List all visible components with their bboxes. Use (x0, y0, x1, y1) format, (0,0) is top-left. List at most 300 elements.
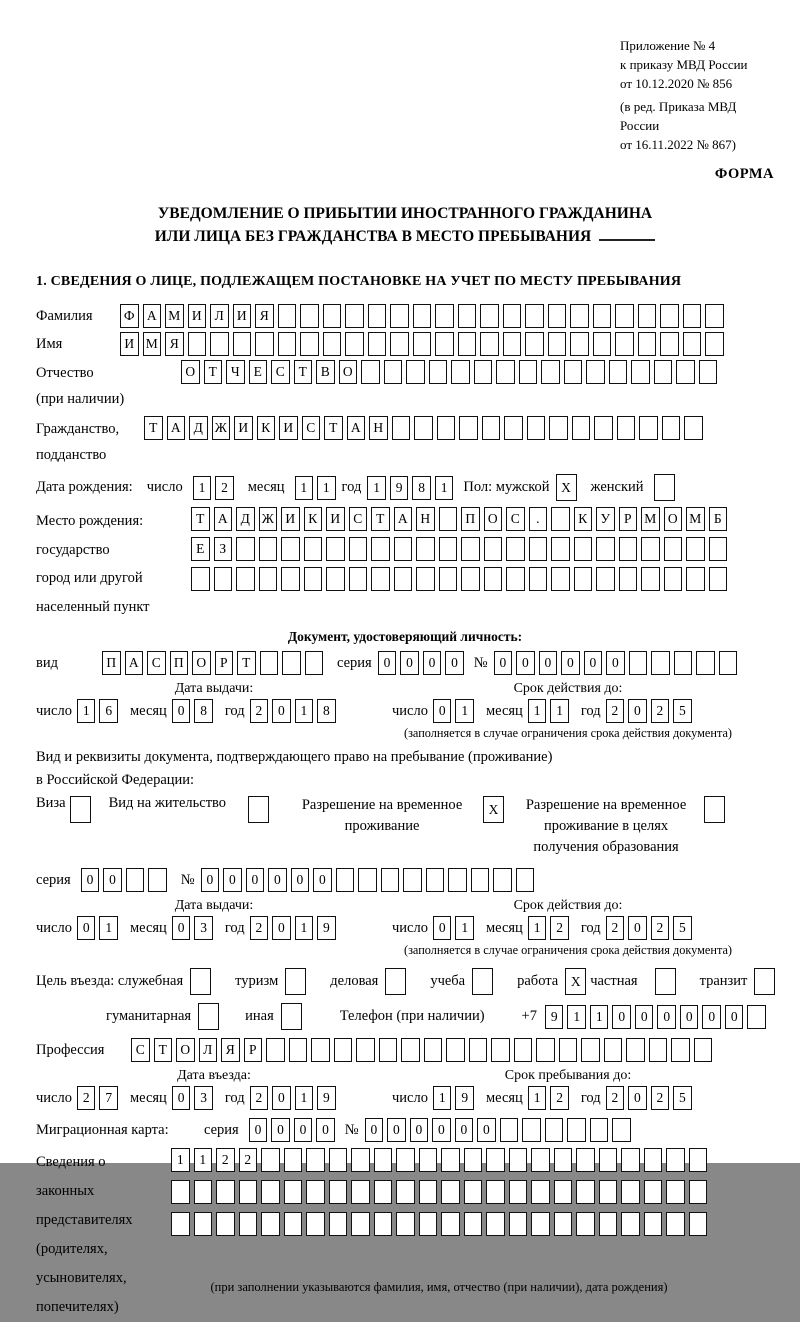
char-cell[interactable] (266, 1038, 285, 1062)
char-cell[interactable]: 0 (516, 651, 535, 675)
char-cell[interactable] (259, 537, 278, 561)
char-cell[interactable]: 1 (433, 1086, 452, 1110)
char-cell[interactable] (660, 304, 679, 328)
char-cell[interactable]: Е (249, 360, 268, 384)
char-cell[interactable] (581, 1038, 600, 1062)
char-cell[interactable] (564, 360, 583, 384)
char-cell[interactable] (666, 1148, 685, 1172)
char-cell[interactable] (194, 1180, 213, 1204)
char-cell[interactable] (198, 1003, 219, 1030)
char-cell[interactable] (572, 416, 591, 440)
char-cell[interactable] (570, 304, 589, 328)
char-cell[interactable]: 0 (316, 1118, 335, 1142)
char-cell[interactable] (191, 567, 210, 591)
char-cell[interactable]: Д (236, 507, 255, 531)
char-cell[interactable] (459, 416, 478, 440)
char-cell[interactable] (458, 304, 477, 328)
char-cell[interactable] (559, 1038, 578, 1062)
char-cell[interactable] (574, 537, 593, 561)
char-cell[interactable]: 0 (455, 1118, 474, 1142)
char-cell[interactable]: 0 (657, 1005, 676, 1029)
char-cell[interactable] (236, 567, 255, 591)
char-cell[interactable] (358, 868, 377, 892)
char-cell[interactable]: 0 (612, 1005, 631, 1029)
char-cell[interactable]: 0 (445, 651, 464, 675)
char-cell[interactable] (486, 1180, 505, 1204)
char-cell[interactable] (644, 1180, 663, 1204)
char-cell[interactable]: И (233, 304, 252, 328)
char-cell[interactable] (461, 567, 480, 591)
char-cell[interactable]: А (214, 507, 233, 531)
char-cell[interactable] (638, 332, 657, 356)
char-cell[interactable] (329, 1180, 348, 1204)
char-cell[interactable] (529, 537, 548, 561)
char-cell[interactable] (662, 416, 681, 440)
char-cell[interactable] (594, 416, 613, 440)
char-cell[interactable]: Н (416, 507, 435, 531)
char-cell[interactable] (754, 968, 775, 995)
char-cell[interactable] (504, 416, 523, 440)
char-cell[interactable] (261, 1148, 280, 1172)
char-cell[interactable]: Р (215, 651, 234, 675)
char-cell[interactable] (567, 1118, 586, 1142)
char-cell[interactable] (551, 537, 570, 561)
char-cell[interactable] (392, 416, 411, 440)
char-cell[interactable] (424, 1038, 443, 1062)
char-cell[interactable] (413, 304, 432, 328)
char-cell[interactable]: 1 (193, 476, 212, 500)
char-cell[interactable] (576, 1180, 595, 1204)
char-cell[interactable]: X (565, 968, 586, 995)
char-cell[interactable]: 0 (433, 916, 452, 940)
char-cell[interactable]: 0 (584, 651, 603, 675)
char-cell[interactable]: С (147, 651, 166, 675)
char-cell[interactable]: 1 (295, 699, 314, 723)
char-cell[interactable] (214, 567, 233, 591)
char-cell[interactable]: 0 (477, 1118, 496, 1142)
char-cell[interactable]: 8 (317, 699, 336, 723)
char-cell[interactable] (403, 868, 422, 892)
char-cell[interactable] (514, 1038, 533, 1062)
char-cell[interactable] (300, 332, 319, 356)
char-cell[interactable] (644, 1212, 663, 1236)
char-cell[interactable] (689, 1212, 708, 1236)
char-cell[interactable] (570, 332, 589, 356)
char-cell[interactable] (683, 304, 702, 328)
char-cell[interactable]: 0 (272, 916, 291, 940)
char-cell[interactable]: 0 (268, 868, 287, 892)
char-cell[interactable] (545, 1118, 564, 1142)
char-cell[interactable] (326, 537, 345, 561)
char-cell[interactable] (525, 332, 544, 356)
char-cell[interactable] (304, 567, 323, 591)
char-cell[interactable] (396, 1212, 415, 1236)
char-cell[interactable] (664, 567, 683, 591)
char-cell[interactable] (576, 1148, 595, 1172)
char-cell[interactable] (705, 304, 724, 328)
char-cell[interactable]: А (167, 416, 186, 440)
char-cell[interactable] (435, 332, 454, 356)
char-cell[interactable] (345, 332, 364, 356)
char-cell[interactable]: 1 (194, 1148, 213, 1172)
char-cell[interactable] (441, 1212, 460, 1236)
char-cell[interactable] (641, 567, 660, 591)
char-cell[interactable] (509, 1148, 528, 1172)
char-cell[interactable] (171, 1212, 190, 1236)
char-cell[interactable] (654, 360, 673, 384)
char-cell[interactable]: 2 (651, 916, 670, 940)
char-cell[interactable] (655, 968, 676, 995)
char-cell[interactable] (599, 1180, 618, 1204)
char-cell[interactable] (617, 416, 636, 440)
char-cell[interactable] (371, 537, 390, 561)
char-cell[interactable] (621, 1148, 640, 1172)
char-cell[interactable]: М (686, 507, 705, 531)
char-cell[interactable] (441, 1180, 460, 1204)
char-cell[interactable] (509, 1180, 528, 1204)
char-cell[interactable]: А (394, 507, 413, 531)
char-cell[interactable]: 1 (435, 476, 454, 500)
char-cell[interactable] (210, 332, 229, 356)
char-cell[interactable] (390, 332, 409, 356)
char-cell[interactable] (323, 332, 342, 356)
char-cell[interactable] (664, 537, 683, 561)
char-cell[interactable] (641, 537, 660, 561)
char-cell[interactable]: 0 (387, 1118, 406, 1142)
char-cell[interactable] (446, 1038, 465, 1062)
char-cell[interactable] (496, 360, 515, 384)
char-cell[interactable] (394, 567, 413, 591)
char-cell[interactable] (351, 1180, 370, 1204)
char-cell[interactable] (527, 416, 546, 440)
char-cell[interactable] (554, 1148, 573, 1172)
char-cell[interactable]: 5 (673, 916, 692, 940)
char-cell[interactable] (704, 796, 725, 823)
char-cell[interactable]: 9 (317, 1086, 336, 1110)
char-cell[interactable] (554, 1180, 573, 1204)
char-cell[interactable]: М (143, 332, 162, 356)
char-cell[interactable] (621, 1212, 640, 1236)
char-cell[interactable]: У (596, 507, 615, 531)
char-cell[interactable]: О (484, 507, 503, 531)
char-cell[interactable] (471, 868, 490, 892)
char-cell[interactable]: 5 (673, 699, 692, 723)
char-cell[interactable] (281, 537, 300, 561)
char-cell[interactable]: 0 (294, 1118, 313, 1142)
char-cell[interactable] (639, 416, 658, 440)
char-cell[interactable]: X (483, 796, 504, 823)
char-cell[interactable]: 1 (295, 476, 314, 500)
char-cell[interactable]: Р (619, 507, 638, 531)
char-cell[interactable]: О (181, 360, 200, 384)
char-cell[interactable]: П (102, 651, 121, 675)
char-cell[interactable] (684, 416, 703, 440)
char-cell[interactable] (686, 537, 705, 561)
char-cell[interactable] (70, 796, 91, 823)
char-cell[interactable]: 1 (550, 699, 569, 723)
char-cell[interactable] (480, 332, 499, 356)
char-cell[interactable] (441, 1148, 460, 1172)
char-cell[interactable] (464, 1180, 483, 1204)
char-cell[interactable] (439, 567, 458, 591)
char-cell[interactable] (349, 567, 368, 591)
char-cell[interactable] (281, 1003, 302, 1030)
char-cell[interactable]: 0 (628, 699, 647, 723)
char-cell[interactable]: 0 (628, 916, 647, 940)
char-cell[interactable]: С (271, 360, 290, 384)
char-cell[interactable] (516, 868, 535, 892)
char-cell[interactable]: 0 (365, 1118, 384, 1142)
char-cell[interactable]: 0 (272, 1086, 291, 1110)
char-cell[interactable] (484, 567, 503, 591)
char-cell[interactable] (548, 332, 567, 356)
char-cell[interactable] (541, 360, 560, 384)
char-cell[interactable] (356, 1038, 375, 1062)
char-cell[interactable] (686, 567, 705, 591)
char-cell[interactable] (522, 1118, 541, 1142)
char-cell[interactable] (615, 332, 634, 356)
char-cell[interactable]: Ф (120, 304, 139, 328)
char-cell[interactable]: Т (154, 1038, 173, 1062)
char-cell[interactable]: О (664, 507, 683, 531)
char-cell[interactable] (390, 304, 409, 328)
char-cell[interactable]: 0 (410, 1118, 429, 1142)
char-cell[interactable] (385, 968, 406, 995)
char-cell[interactable] (374, 1148, 393, 1172)
char-cell[interactable]: 2 (606, 699, 625, 723)
char-cell[interactable] (306, 1212, 325, 1236)
char-cell[interactable] (747, 1005, 766, 1029)
char-cell[interactable] (439, 507, 458, 531)
char-cell[interactable]: Я (165, 332, 184, 356)
char-cell[interactable] (548, 304, 567, 328)
char-cell[interactable]: 2 (216, 1148, 235, 1172)
char-cell[interactable] (671, 1038, 690, 1062)
char-cell[interactable] (593, 304, 612, 328)
char-cell[interactable]: Л (210, 304, 229, 328)
char-cell[interactable]: 2 (550, 1086, 569, 1110)
char-cell[interactable] (429, 360, 448, 384)
char-cell[interactable]: К (304, 507, 323, 531)
char-cell[interactable]: Т (324, 416, 343, 440)
char-cell[interactable]: Ч (226, 360, 245, 384)
char-cell[interactable] (612, 1118, 631, 1142)
char-cell[interactable] (674, 651, 693, 675)
char-cell[interactable] (236, 537, 255, 561)
char-cell[interactable] (406, 360, 425, 384)
char-cell[interactable] (326, 567, 345, 591)
char-cell[interactable]: И (188, 304, 207, 328)
char-cell[interactable]: М (165, 304, 184, 328)
char-cell[interactable] (709, 537, 728, 561)
char-cell[interactable] (278, 332, 297, 356)
char-cell[interactable] (590, 1118, 609, 1142)
char-cell[interactable] (261, 1212, 280, 1236)
char-cell[interactable]: Р (244, 1038, 263, 1062)
char-cell[interactable]: 0 (291, 868, 310, 892)
char-cell[interactable]: 0 (246, 868, 265, 892)
char-cell[interactable] (260, 651, 279, 675)
char-cell[interactable]: 1 (567, 1005, 586, 1029)
char-cell[interactable] (439, 537, 458, 561)
char-cell[interactable]: 5 (673, 1086, 692, 1110)
char-cell[interactable]: 1 (590, 1005, 609, 1029)
char-cell[interactable]: 1 (455, 699, 474, 723)
char-cell[interactable]: 2 (250, 699, 269, 723)
char-cell[interactable] (519, 360, 538, 384)
char-cell[interactable] (419, 1212, 438, 1236)
char-cell[interactable]: 2 (215, 476, 234, 500)
char-cell[interactable] (394, 537, 413, 561)
char-cell[interactable]: П (461, 507, 480, 531)
char-cell[interactable] (416, 567, 435, 591)
char-cell[interactable] (574, 567, 593, 591)
char-cell[interactable]: Е (191, 537, 210, 561)
char-cell[interactable]: 0 (432, 1118, 451, 1142)
char-cell[interactable]: И (234, 416, 253, 440)
char-cell[interactable]: 0 (77, 916, 96, 940)
char-cell[interactable] (278, 304, 297, 328)
char-cell[interactable] (486, 1212, 505, 1236)
char-cell[interactable]: 1 (171, 1148, 190, 1172)
char-cell[interactable] (334, 1038, 353, 1062)
char-cell[interactable]: 2 (651, 699, 670, 723)
char-cell[interactable] (531, 1180, 550, 1204)
char-cell[interactable]: Ж (259, 507, 278, 531)
char-cell[interactable] (419, 1180, 438, 1204)
char-cell[interactable] (596, 537, 615, 561)
char-cell[interactable] (696, 651, 715, 675)
char-cell[interactable]: 9 (390, 476, 409, 500)
char-cell[interactable] (509, 1212, 528, 1236)
char-cell[interactable] (248, 796, 269, 823)
char-cell[interactable]: 0 (635, 1005, 654, 1029)
char-cell[interactable] (306, 1180, 325, 1204)
char-cell[interactable]: К (574, 507, 593, 531)
char-cell[interactable]: Т (294, 360, 313, 384)
char-cell[interactable] (349, 537, 368, 561)
char-cell[interactable] (464, 1148, 483, 1172)
char-cell[interactable]: С (302, 416, 321, 440)
char-cell[interactable] (531, 1148, 550, 1172)
char-cell[interactable]: З (214, 537, 233, 561)
char-cell[interactable] (599, 1212, 618, 1236)
char-cell[interactable]: 0 (561, 651, 580, 675)
char-cell[interactable] (586, 360, 605, 384)
char-cell[interactable]: 0 (378, 651, 397, 675)
char-cell[interactable]: 0 (400, 651, 419, 675)
char-cell[interactable]: В (316, 360, 335, 384)
char-cell[interactable]: 0 (201, 868, 220, 892)
char-cell[interactable] (529, 567, 548, 591)
char-cell[interactable] (171, 1180, 190, 1204)
char-cell[interactable]: 1 (317, 476, 336, 500)
char-cell[interactable] (351, 1212, 370, 1236)
char-cell[interactable] (549, 416, 568, 440)
char-cell[interactable]: 2 (250, 1086, 269, 1110)
char-cell[interactable] (368, 304, 387, 328)
char-cell[interactable]: М (641, 507, 660, 531)
char-cell[interactable] (689, 1180, 708, 1204)
char-cell[interactable]: 2 (606, 1086, 625, 1110)
char-cell[interactable] (345, 304, 364, 328)
char-cell[interactable]: 3 (194, 916, 213, 940)
char-cell[interactable]: 9 (317, 916, 336, 940)
char-cell[interactable] (351, 1148, 370, 1172)
char-cell[interactable] (709, 567, 728, 591)
char-cell[interactable]: 1 (528, 699, 547, 723)
char-cell[interactable]: 0 (271, 1118, 290, 1142)
char-cell[interactable]: 2 (250, 916, 269, 940)
char-cell[interactable] (281, 567, 300, 591)
char-cell[interactable]: О (192, 651, 211, 675)
char-cell[interactable] (437, 416, 456, 440)
char-cell[interactable]: С (349, 507, 368, 531)
char-cell[interactable]: 0 (272, 699, 291, 723)
char-cell[interactable] (474, 360, 493, 384)
char-cell[interactable] (705, 332, 724, 356)
char-cell[interactable]: 0 (702, 1005, 721, 1029)
char-cell[interactable] (506, 537, 525, 561)
char-cell[interactable] (374, 1212, 393, 1236)
char-cell[interactable] (284, 1180, 303, 1204)
char-cell[interactable] (480, 304, 499, 328)
char-cell[interactable]: 2 (77, 1086, 96, 1110)
char-cell[interactable]: А (347, 416, 366, 440)
char-cell[interactable] (311, 1038, 330, 1062)
char-cell[interactable]: 1 (367, 476, 386, 500)
char-cell[interactable] (416, 537, 435, 561)
char-cell[interactable]: 1 (295, 1086, 314, 1110)
char-cell[interactable] (336, 868, 355, 892)
char-cell[interactable] (368, 332, 387, 356)
char-cell[interactable]: 8 (194, 699, 213, 723)
char-cell[interactable] (379, 1038, 398, 1062)
char-cell[interactable]: И (281, 507, 300, 531)
char-cell[interactable]: 0 (172, 916, 191, 940)
char-cell[interactable] (371, 567, 390, 591)
char-cell[interactable]: 1 (528, 916, 547, 940)
char-cell[interactable]: 0 (680, 1005, 699, 1029)
char-cell[interactable]: Ж (212, 416, 231, 440)
char-cell[interactable] (458, 332, 477, 356)
char-cell[interactable] (239, 1212, 258, 1236)
char-cell[interactable]: 0 (539, 651, 558, 675)
char-cell[interactable] (649, 1038, 668, 1062)
char-cell[interactable] (644, 1148, 663, 1172)
char-cell[interactable]: 2 (606, 916, 625, 940)
char-cell[interactable]: 3 (194, 1086, 213, 1110)
char-cell[interactable] (426, 868, 445, 892)
char-cell[interactable] (306, 1148, 325, 1172)
char-cell[interactable] (536, 1038, 555, 1062)
char-cell[interactable]: 0 (628, 1086, 647, 1110)
char-cell[interactable] (323, 304, 342, 328)
char-cell[interactable]: С (506, 507, 525, 531)
char-cell[interactable] (604, 1038, 623, 1062)
char-cell[interactable]: 0 (249, 1118, 268, 1142)
char-cell[interactable] (401, 1038, 420, 1062)
char-cell[interactable] (621, 1180, 640, 1204)
char-cell[interactable] (396, 1148, 415, 1172)
char-cell[interactable] (503, 332, 522, 356)
char-cell[interactable] (486, 1148, 505, 1172)
char-cell[interactable] (631, 360, 650, 384)
char-cell[interactable] (396, 1180, 415, 1204)
char-cell[interactable] (619, 567, 638, 591)
char-cell[interactable] (491, 1038, 510, 1062)
char-cell[interactable]: 2 (239, 1148, 258, 1172)
